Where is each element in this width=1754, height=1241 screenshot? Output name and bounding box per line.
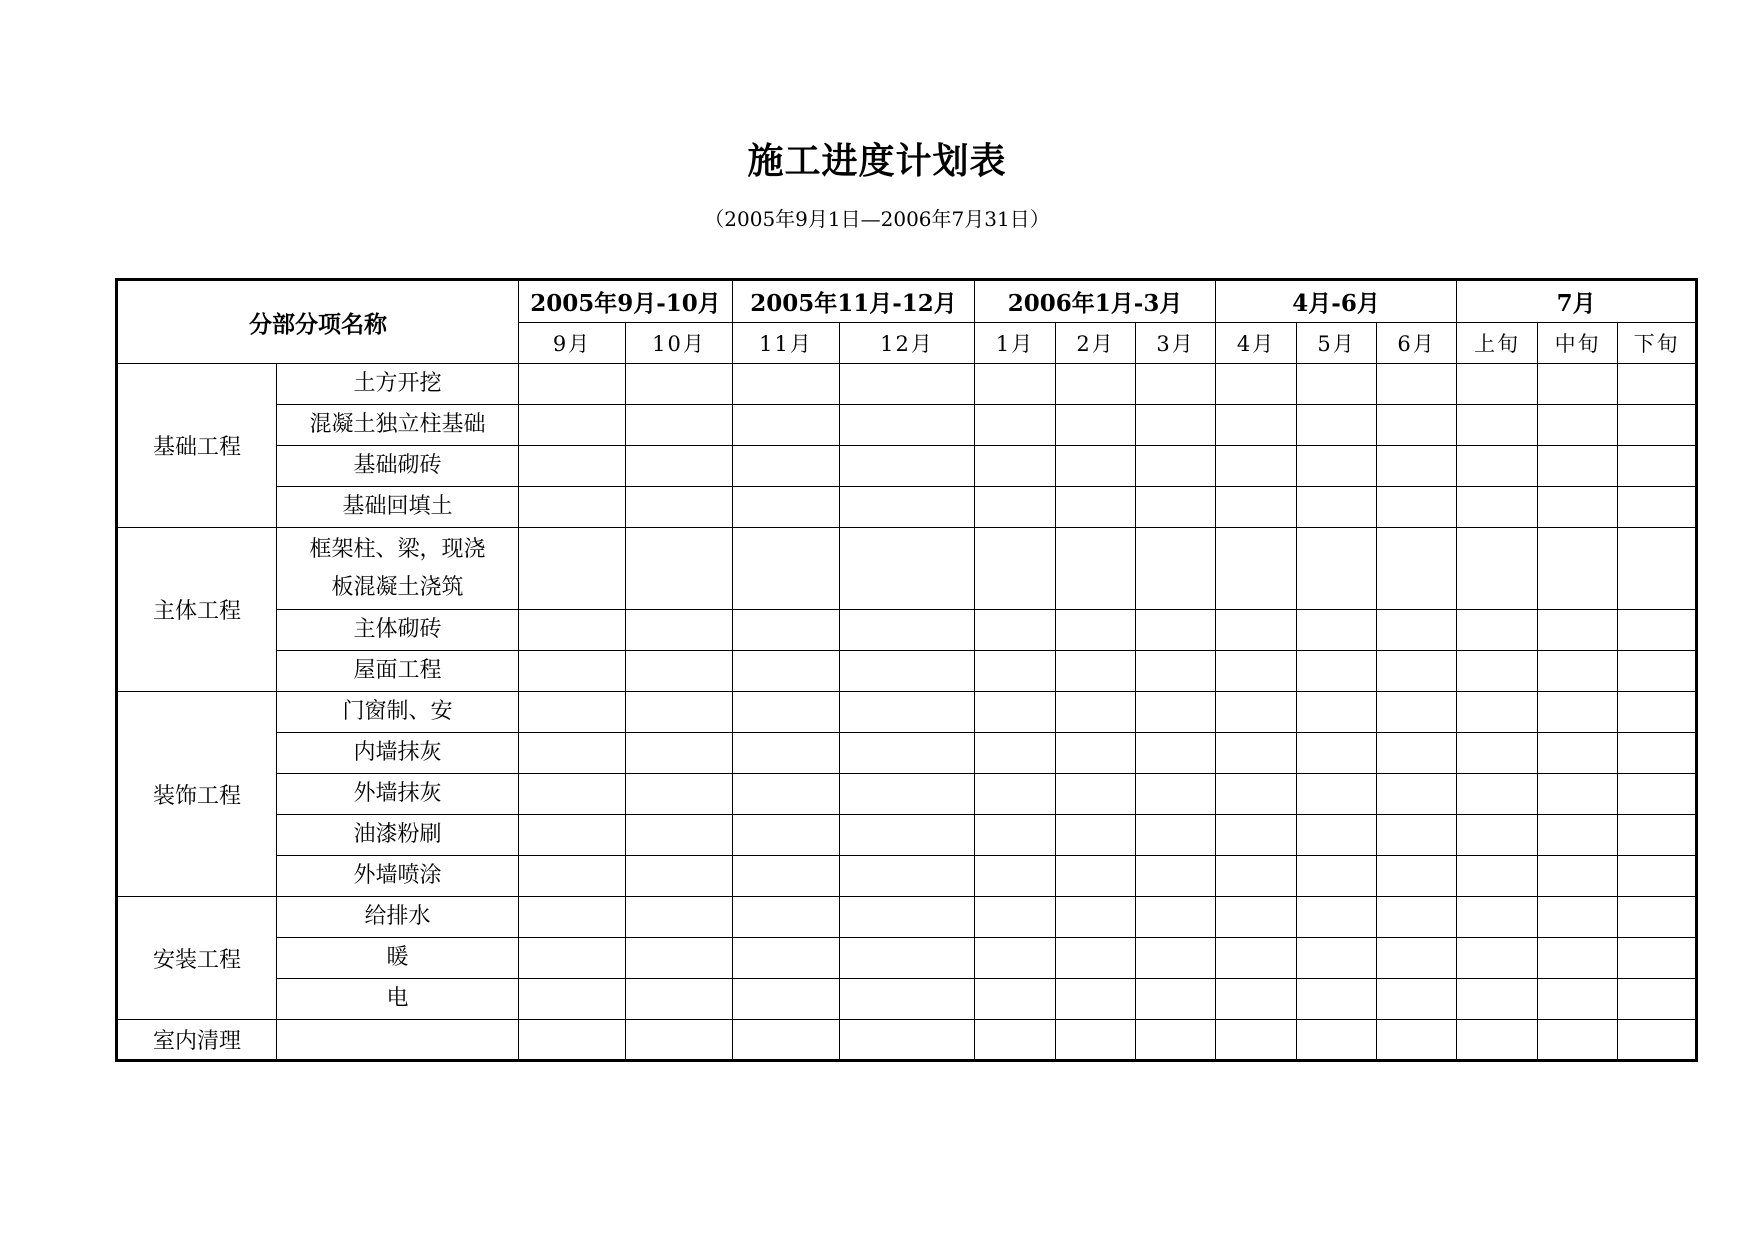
item-name: 油漆粉刷 [277,815,519,856]
schedule-cell[interactable] [1136,856,1216,897]
schedule-cell[interactable] [1297,856,1377,897]
table-row [117,856,1697,897]
schedule-cell[interactable] [626,528,733,610]
item-name: 基础回填土 [277,487,519,528]
schedule-cell[interactable] [1618,1020,1697,1061]
schedule-cell[interactable] [1136,938,1216,979]
schedule-cell[interactable] [1216,1020,1297,1061]
item-name: 外墙抹灰 [277,774,519,815]
schedule-cell[interactable] [626,487,733,528]
item-name: 门窗制、安 [277,692,519,733]
schedule-cell[interactable] [1538,692,1618,733]
schedule-cell[interactable] [1216,487,1297,528]
schedule-cell[interactable] [975,815,1056,856]
schedule-cell[interactable] [975,979,1056,1020]
schedule-cell[interactable] [519,733,626,774]
table-row [117,487,1697,528]
table-row [117,897,1697,938]
schedule-cell[interactable] [1377,528,1457,610]
schedule-cell[interactable] [1457,487,1538,528]
schedule-cell[interactable] [1377,364,1457,405]
schedule-cell[interactable] [1457,692,1538,733]
schedule-cell[interactable] [1297,938,1377,979]
header-period: 1月 [975,323,1056,364]
schedule-cell[interactable] [975,487,1056,528]
schedule-cell[interactable] [1618,815,1697,856]
header-period: 12月 [840,323,975,364]
schedule-cell[interactable] [626,938,733,979]
schedule-cell[interactable] [1136,364,1216,405]
schedule-cell[interactable] [840,610,975,651]
header-period: 10月 [626,323,733,364]
schedule-cell[interactable] [1216,815,1297,856]
schedule-cell[interactable] [519,938,626,979]
schedule-cell[interactable] [626,610,733,651]
section-name: 室内清理 [117,1020,277,1061]
schedule-cell[interactable] [1618,487,1697,528]
schedule-cell[interactable] [975,733,1056,774]
schedule-cell[interactable] [975,774,1056,815]
schedule-cell[interactable] [1297,446,1377,487]
schedule-cell[interactable] [519,610,626,651]
schedule-cell[interactable] [519,979,626,1020]
item-name: 暖 [277,938,519,979]
schedule-cell[interactable] [1377,487,1457,528]
schedule-cell[interactable] [1457,938,1538,979]
table-row [117,938,1697,979]
schedule-cell[interactable] [519,1020,626,1061]
section-name: 基础工程 [117,364,277,528]
header-group-jul: 7月 [1457,280,1697,323]
schedule-cell[interactable] [1618,405,1697,446]
schedule-cell[interactable] [1618,897,1697,938]
schedule-cell[interactable] [1297,897,1377,938]
document-subtitle: （2005年9月1日—2006年7月31日） [704,207,1050,231]
section-name: 主体工程 [117,528,277,692]
schedule-cell[interactable] [1457,405,1538,446]
schedule-cell[interactable] [1216,856,1297,897]
schedule-cell[interactable] [1538,979,1618,1020]
schedule-cell[interactable] [1136,774,1216,815]
schedule-cell[interactable] [626,405,733,446]
schedule-cell[interactable] [733,692,840,733]
schedule-cell[interactable] [975,528,1056,610]
schedule-cell[interactable] [519,815,626,856]
schedule-cell[interactable] [1056,651,1136,692]
schedule-cell[interactable] [1056,856,1136,897]
schedule-cell[interactable] [1618,979,1697,1020]
schedule-cell[interactable] [519,487,626,528]
schedule-cell[interactable] [1297,405,1377,446]
schedule-cell[interactable] [1136,405,1216,446]
schedule-cell[interactable] [1618,528,1697,610]
schedule-cell[interactable] [1538,364,1618,405]
schedule-cell[interactable] [1377,815,1457,856]
schedule-cell[interactable] [1457,528,1538,610]
schedule-cell[interactable] [840,1020,975,1061]
item-name: 给排水 [277,897,519,938]
schedule-cell[interactable] [626,897,733,938]
schedule-cell[interactable] [1056,610,1136,651]
schedule-cell[interactable] [1457,979,1538,1020]
schedule-cell[interactable] [1377,979,1457,1020]
table-row [117,774,1697,815]
schedule-cell[interactable] [840,938,975,979]
schedule-cell[interactable] [1618,651,1697,692]
schedule-cell[interactable] [1618,856,1697,897]
schedule-cell[interactable] [626,774,733,815]
schedule-cell[interactable] [840,651,975,692]
schedule-cell[interactable] [1056,897,1136,938]
schedule-cell[interactable] [626,815,733,856]
schedule-cell[interactable] [1136,897,1216,938]
schedule-cell[interactable] [733,733,840,774]
schedule-cell[interactable] [1618,938,1697,979]
schedule-cell[interactable] [1377,692,1457,733]
schedule-cell[interactable] [1538,487,1618,528]
schedule-cell[interactable] [1136,651,1216,692]
schedule-cell[interactable] [1457,1020,1538,1061]
schedule-cell[interactable] [1216,692,1297,733]
schedule-cell[interactable] [975,856,1056,897]
schedule-cell[interactable] [1538,1020,1618,1061]
schedule-cell[interactable] [1216,774,1297,815]
schedule-cell[interactable] [1457,364,1538,405]
item-name: 土方开挖 [277,364,519,405]
schedule-cell[interactable] [840,774,975,815]
schedule-cell[interactable] [1297,1020,1377,1061]
schedule-cell[interactable] [1538,856,1618,897]
schedule-table [115,278,1698,1062]
header-period: 4月 [1216,323,1297,364]
schedule-cell[interactable] [1618,733,1697,774]
schedule-cell[interactable] [1216,938,1297,979]
header-period: 5月 [1297,323,1377,364]
schedule-cell[interactable] [1136,815,1216,856]
schedule-cell[interactable] [1297,528,1377,610]
schedule-cell[interactable] [840,733,975,774]
schedule-cell[interactable] [1056,733,1136,774]
item-name: 电 [277,979,519,1020]
schedule-cell[interactable] [1136,733,1216,774]
header-period: 11月 [733,323,840,364]
schedule-cell[interactable] [1297,692,1377,733]
schedule-cell[interactable] [733,610,840,651]
schedule-cell[interactable] [1538,446,1618,487]
schedule-cell[interactable] [1297,610,1377,651]
schedule-cell[interactable] [840,856,975,897]
table-row [117,815,1697,856]
schedule-cell[interactable] [1457,897,1538,938]
schedule-cell[interactable] [733,487,840,528]
item-name: 屋面工程 [277,651,519,692]
header-group-2005-sep-oct: 2005年9月-10月 [519,280,733,323]
schedule-cell[interactable] [1538,610,1618,651]
schedule-cell[interactable] [1538,774,1618,815]
schedule-cell[interactable] [1056,487,1136,528]
table-row [117,979,1697,1020]
schedule-cell[interactable] [1297,487,1377,528]
schedule-cell[interactable] [1618,774,1697,815]
schedule-cell[interactable] [733,856,840,897]
schedule-cell[interactable] [1538,733,1618,774]
document-title: 施工进度计划表 [747,140,1007,182]
schedule-cell[interactable] [1056,979,1136,1020]
schedule-cell[interactable] [1457,815,1538,856]
schedule-cell[interactable] [1377,1020,1457,1061]
schedule-cell[interactable] [1538,405,1618,446]
schedule-cell[interactable] [519,528,626,610]
item-name [277,1020,519,1061]
schedule-cell[interactable] [1618,692,1697,733]
schedule-cell[interactable] [1136,487,1216,528]
schedule-cell[interactable] [1457,446,1538,487]
schedule-cell[interactable] [733,938,840,979]
schedule-cell[interactable] [1216,405,1297,446]
schedule-cell[interactable] [1056,938,1136,979]
header-period: 下旬 [1618,323,1697,364]
schedule-cell[interactable] [1216,364,1297,405]
schedule-cell[interactable] [733,405,840,446]
schedule-cell[interactable] [626,856,733,897]
schedule-cell[interactable] [1136,446,1216,487]
section-name: 装饰工程 [117,692,277,897]
schedule-cell[interactable] [1377,405,1457,446]
schedule-cell[interactable] [626,446,733,487]
schedule-cell[interactable] [840,446,975,487]
schedule-cell[interactable] [733,897,840,938]
schedule-cell[interactable] [1297,364,1377,405]
header-group-apr-jun: 4月-6月 [1216,280,1457,323]
schedule-cell[interactable] [1297,979,1377,1020]
schedule-cell[interactable] [840,405,975,446]
item-name: 框架柱、梁，现浇板混凝土浇筑 [277,528,519,610]
schedule-cell[interactable] [975,897,1056,938]
schedule-cell[interactable] [1297,733,1377,774]
schedule-cell[interactable] [1216,979,1297,1020]
schedule-cell[interactable] [1297,651,1377,692]
schedule-cell[interactable] [1216,610,1297,651]
table-row [117,364,1697,405]
section-name: 安装工程 [117,897,277,1020]
schedule-cell[interactable] [519,692,626,733]
schedule-cell[interactable] [519,856,626,897]
schedule-cell[interactable] [840,528,975,610]
item-name: 内墙抹灰 [277,733,519,774]
schedule-cell[interactable] [733,651,840,692]
schedule-cell[interactable] [1216,528,1297,610]
schedule-cell[interactable] [1297,815,1377,856]
schedule-cell[interactable] [519,446,626,487]
table-row [117,405,1697,446]
schedule-cell[interactable] [1056,446,1136,487]
schedule-cell[interactable] [1056,405,1136,446]
header-group-2006-jan-mar: 2006年1月-3月 [975,280,1216,323]
schedule-cell[interactable] [1457,774,1538,815]
table-row [117,733,1697,774]
header-period: 9月 [519,323,626,364]
schedule-cell[interactable] [1216,733,1297,774]
schedule-cell[interactable] [519,364,626,405]
table-row [117,1020,1697,1061]
schedule-cell[interactable] [1538,528,1618,610]
table-row [117,446,1697,487]
schedule-cell[interactable] [519,774,626,815]
schedule-cell[interactable] [975,610,1056,651]
schedule-cell[interactable] [1377,446,1457,487]
table-row [117,528,1697,610]
schedule-cell[interactable] [1377,774,1457,815]
schedule-cell[interactable] [1216,651,1297,692]
schedule-cell[interactable] [975,446,1056,487]
header-period: 2月 [1056,323,1136,364]
schedule-cell[interactable] [1136,692,1216,733]
schedule-cell[interactable] [626,979,733,1020]
schedule-cell[interactable] [1377,651,1457,692]
item-name: 外墙喷涂 [277,856,519,897]
schedule-cell[interactable] [1216,897,1297,938]
schedule-cell[interactable] [733,528,840,610]
table-row [117,692,1697,733]
schedule-cell[interactable] [840,897,975,938]
schedule-cell[interactable] [626,651,733,692]
schedule-cell[interactable] [1377,856,1457,897]
schedule-cell[interactable] [626,733,733,774]
schedule-cell[interactable] [1538,938,1618,979]
schedule-cell[interactable] [975,651,1056,692]
schedule-cell[interactable] [733,774,840,815]
schedule-cell[interactable] [1377,938,1457,979]
schedule-cell[interactable] [733,446,840,487]
schedule-cell[interactable] [1377,610,1457,651]
schedule-cell[interactable] [975,364,1056,405]
schedule-cell[interactable] [733,815,840,856]
schedule-cell[interactable] [1136,979,1216,1020]
header-item-name: 分部分项名称 [117,280,519,364]
schedule-cell[interactable] [840,692,975,733]
schedule-cell[interactable] [975,938,1056,979]
schedule-cell[interactable] [840,979,975,1020]
schedule-cell[interactable] [840,364,975,405]
schedule-cell[interactable] [1457,651,1538,692]
schedule-cell[interactable] [975,1020,1056,1061]
schedule-cell[interactable] [1538,651,1618,692]
table-row [117,610,1697,651]
schedule-cell[interactable] [626,364,733,405]
header-period: 3月 [1136,323,1216,364]
item-name: 混凝土独立柱基础 [277,405,519,446]
schedule-cell[interactable] [519,651,626,692]
table-row [117,651,1697,692]
header-group-2005-nov-dec: 2005年11月-12月 [733,280,975,323]
schedule-cell[interactable] [1136,528,1216,610]
schedule-cell[interactable] [1457,856,1538,897]
schedule-cell[interactable] [1056,364,1136,405]
schedule-cell[interactable] [1538,897,1618,938]
header-period: 中旬 [1538,323,1618,364]
schedule-cell[interactable] [1056,1020,1136,1061]
header-period: 6月 [1377,323,1457,364]
schedule-cell[interactable] [1216,446,1297,487]
schedule-cell[interactable] [733,979,840,1020]
schedule-cell[interactable] [626,1020,733,1061]
schedule-cell[interactable] [840,815,975,856]
schedule-cell[interactable] [1056,528,1136,610]
schedule-cell[interactable] [975,405,1056,446]
item-name: 主体砌砖 [277,610,519,651]
schedule-cell[interactable] [1377,733,1457,774]
schedule-cell[interactable] [519,405,626,446]
schedule-cell[interactable] [626,692,733,733]
schedule-cell[interactable] [1056,692,1136,733]
schedule-cell[interactable] [1377,897,1457,938]
schedule-cell[interactable] [1136,610,1216,651]
schedule-cell[interactable] [1056,774,1136,815]
schedule-cell[interactable] [519,897,626,938]
schedule-cell[interactable] [1457,610,1538,651]
schedule-cell[interactable] [1297,774,1377,815]
schedule-cell[interactable] [840,487,975,528]
schedule-cell[interactable] [1618,446,1697,487]
schedule-cell[interactable] [733,1020,840,1061]
schedule-cell[interactable] [1618,610,1697,651]
schedule-cell[interactable] [1056,815,1136,856]
item-name: 基础砌砖 [277,446,519,487]
schedule-cell[interactable] [1457,733,1538,774]
schedule-cell[interactable] [733,364,840,405]
schedule-cell[interactable] [1538,815,1618,856]
schedule-cell[interactable] [1136,1020,1216,1061]
schedule-cell[interactable] [975,692,1056,733]
schedule-cell[interactable] [1618,364,1697,405]
header-period: 上旬 [1457,323,1538,364]
